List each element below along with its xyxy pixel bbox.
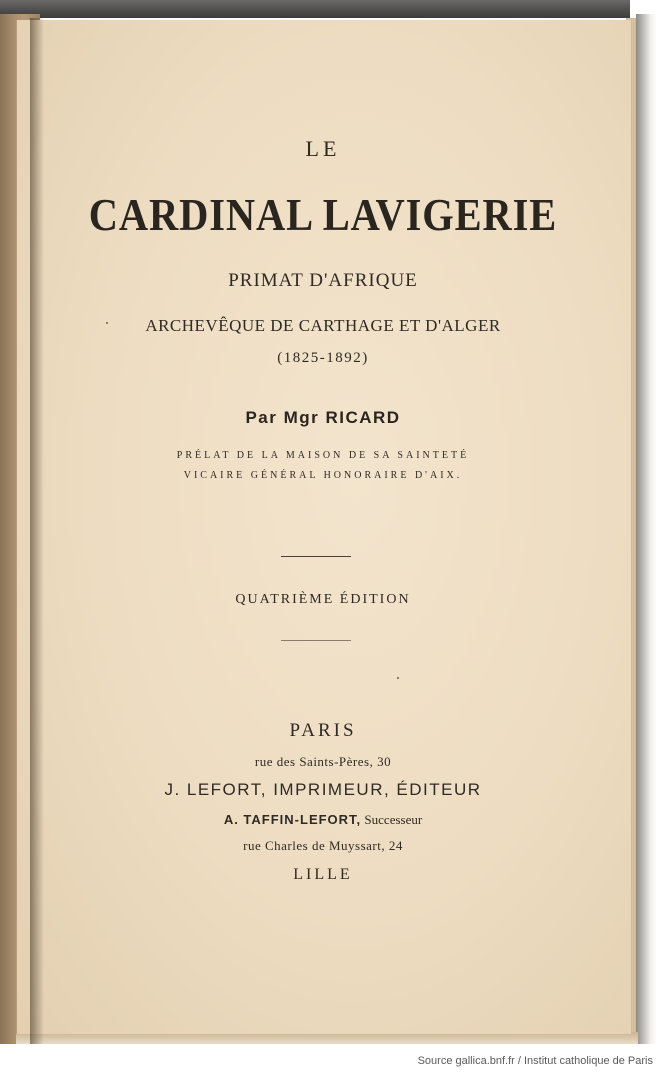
author-title-prelat: PRÉLAT DE LA MAISON DE SA SAINTETÉ	[176, 450, 470, 461]
edition-line: QUATRIÈME ÉDITION	[235, 592, 411, 607]
imprint-city-paris: PARIS	[289, 720, 357, 741]
subtitle-archeveque: ARCHEVÊQUE DE CARTHAGE ET D'ALGER	[145, 316, 501, 335]
divider-rule-top	[281, 556, 351, 557]
paper-speck	[106, 322, 108, 324]
author-titles	[16, 446, 630, 486]
successor-name: A. TAFFIN-LEFORT,	[223, 812, 362, 827]
imprint-successor	[16, 812, 630, 828]
imprint-publisher: J. LEFORT, IMPRIMEUR, ÉDITEUR	[164, 780, 482, 799]
title-article: LE	[305, 136, 341, 161]
book-right-edge	[636, 14, 657, 1044]
author-title-vicaire: VICAIRE GÉNÉRAL HONORAIRE D'AIX.	[183, 470, 463, 481]
successor-label: Successeur	[361, 812, 423, 827]
life-dates: (1825-1892)	[277, 350, 369, 366]
divider-rule-bottom	[281, 640, 351, 641]
book-title: CARDINAL LAVIGERIE	[88, 189, 558, 240]
source-credit: Source gallica.bnf.fr / Institut catholique de Paris	[417, 1055, 653, 1067]
imprint-address-paris: rue des Saints-Pères, 30	[254, 754, 392, 769]
imprint-address-lille: rue Charles de Muyssart, 24	[243, 838, 403, 853]
subtitle-primat: PRIMAT D'AFRIQUE	[228, 270, 418, 291]
title-page-content	[16, 20, 630, 1034]
imprint-city-lille: LILLE	[293, 866, 353, 883]
author-line: Par Mgr RICARD	[245, 408, 401, 427]
paper-speck	[397, 677, 399, 679]
book-top-edge	[0, 0, 630, 18]
